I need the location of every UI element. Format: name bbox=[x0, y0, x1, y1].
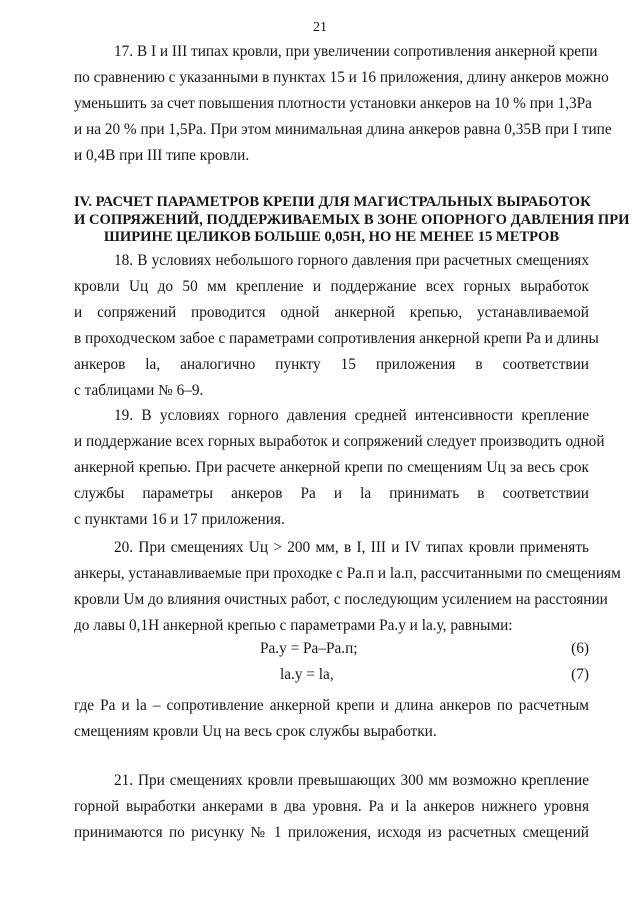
text-line: уменьшить за счет повышения плотности установки анкеров на 10 % при 1,3Pа bbox=[74, 95, 592, 113]
formula-expression: lа.у = lа, bbox=[280, 666, 334, 683]
paragraph-21 bbox=[74, 768, 589, 846]
text-line: службы параметры анкеров Pа и lа принимать в соответствии bbox=[74, 485, 589, 503]
text-line: и сопряжений проводится одной анкерной крепью, устанавливаемой bbox=[74, 304, 589, 322]
text-line: с таблицами № 6–9. bbox=[74, 382, 204, 400]
text-line: и 0,4B при III типе кровли. bbox=[74, 147, 250, 165]
text-line: в проходческом забое с параметрами сопротивления анкерной крепи Pа и длины bbox=[74, 330, 599, 348]
text-line: принимаются по рисунку № 1 приложения, исходя из расчетных смещений bbox=[74, 824, 589, 842]
paragraph-17 bbox=[74, 39, 612, 169]
formula-expression: Pа.у = Pа–Pа.п; bbox=[260, 640, 358, 657]
formula-number: (7) bbox=[571, 666, 589, 683]
text-line: 20. При смещениях Uц > 200 мм, в I, III и IV типах кровли применять bbox=[114, 539, 589, 556]
paragraph-18 bbox=[74, 248, 599, 405]
text-line: до лавы 0,1H анкерной крепью с параметрами Pа.у и lа.у, равными: bbox=[74, 617, 513, 635]
text-line: с пунктами 16 и 17 приложения. bbox=[74, 511, 285, 529]
paragraph-19 bbox=[74, 403, 605, 533]
text-line: по сравнению с указанными в пунктах 15 и 16 приложения, длину анкеров можно bbox=[74, 69, 609, 87]
text-line: 18. В условиях небольшого горного давления при расчетных смещениях bbox=[114, 252, 589, 269]
formula-number: (6) bbox=[571, 640, 589, 657]
section-heading bbox=[74, 194, 630, 247]
text-line: анкеров lа, аналогично пункту 15 приложения в соответствии bbox=[74, 356, 589, 374]
page-number: 21 bbox=[313, 20, 327, 35]
text-line: горной выработки анкерами в два уровня. Pа и lа анкеров нижнего уровня bbox=[74, 798, 589, 816]
paragraph-where bbox=[74, 693, 589, 745]
heading-line: ШИРИНЕ ЦЕЛИКОВ БОЛЬШЕ 0,05H, НО НЕ МЕНЕЕ 15 МЕТРОВ bbox=[103, 229, 560, 245]
formula-7 bbox=[74, 666, 589, 690]
text-line: где Pа и lа – сопротивление анкерной крепи и длина анкеров по расчетным bbox=[74, 697, 589, 714]
text-line: и поддержание всех горных выработок и сопряжений следует производить одной bbox=[74, 433, 605, 451]
text-line: 17. В I и III типах кровли, при увеличении сопротивления анкерной крепи bbox=[114, 43, 598, 60]
text-line: анкерной крепью. При расчете анкерной крепи по смещениям Uц за весь срок bbox=[74, 459, 589, 477]
formula-6 bbox=[74, 640, 589, 664]
text-line: и на 20 % при 1,5Pа. При этом минимальная длина анкеров равна 0,35B при I типе bbox=[74, 121, 612, 139]
text-line: кровли Uц до 50 мм крепление и поддержание всех горных выработок bbox=[74, 278, 589, 296]
heading-line: И СОПРЯЖЕНИЙ, ПОДДЕРЖИВАЕМЫХ В ЗОНЕ ОПОРНОГО ДАВЛЕНИЯ ПРИ bbox=[74, 211, 630, 228]
heading-line: IV. РАСЧЕТ ПАРАМЕТРОВ КРЕПИ ДЛЯ МАГИСТРАЛЬНЫХ ВЫРАБОТОК bbox=[74, 194, 591, 210]
text-line: смещениям кровли Uц на весь срок службы выработки. bbox=[74, 723, 437, 741]
paragraph-20 bbox=[74, 535, 621, 639]
text-line: анкеры, устанавливаемые при проходке с Pа.п и lа.п, рассчитанными по смещениям bbox=[74, 565, 621, 583]
text-line: 19. В условиях горного давления средней интенсивности крепление bbox=[114, 407, 589, 424]
text-line: кровли Uм до влияния очистных работ, с последующим усилением на расстоянии bbox=[74, 591, 608, 609]
text-line: 21. При смещениях кровли превышающих 300 мм возможно крепление bbox=[114, 772, 589, 789]
